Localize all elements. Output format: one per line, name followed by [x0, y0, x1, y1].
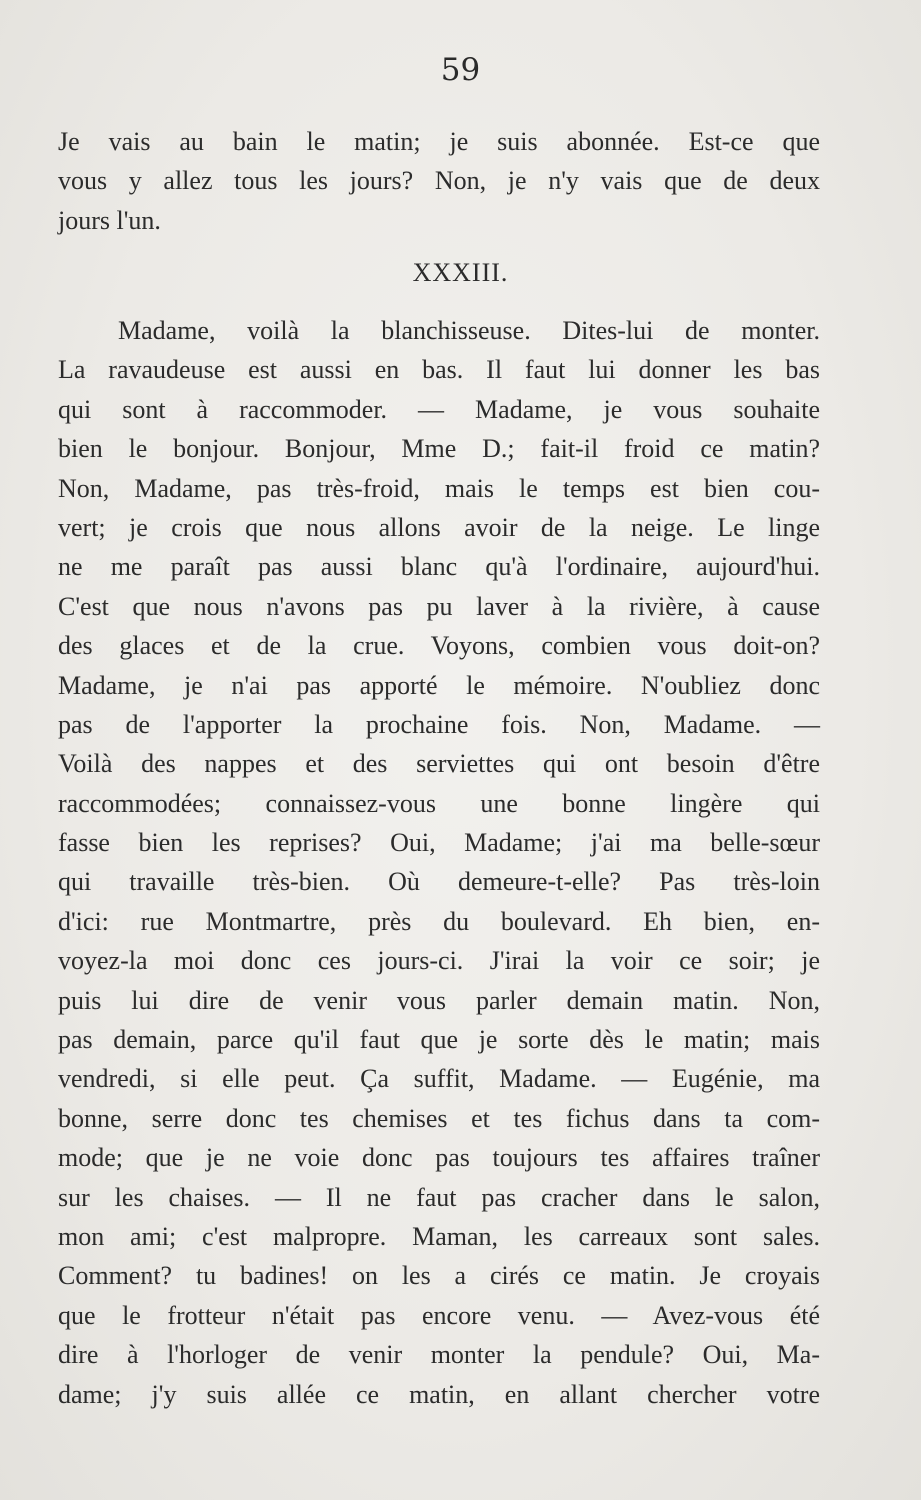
text-line: d'ici: rue Montmartre, près du boulevard. Eh bien, en- [58, 906, 820, 936]
text-line: qui sont à raccommoder. — Madame, je vous souhaite [58, 394, 820, 424]
text-line: dire à l'horloger de venir monter la pendule? Oui, Ma- [58, 1340, 820, 1370]
text-line: des glaces et de la crue. Voyons, combien vous doit-on? [58, 631, 820, 661]
text-line: fasse bien les reprises? Oui, Madame; j'ai ma belle-sœur [58, 828, 820, 858]
text-line: Non, Madame, pas très-froid, mais le temps est bien cou- [58, 473, 820, 503]
text-line: Comment? tu badines! on les a cirés ce matin. Je croyais [58, 1261, 820, 1291]
text-line: La ravaudeuse est aussi en bas. Il faut lui donner les bas [58, 355, 820, 385]
text-line: vert; je crois que nous allons avoir de la neige. Le linge [58, 512, 820, 542]
text-line: que le frotteur n'était pas encore venu. — Avez-vous été [58, 1300, 820, 1330]
text-line: dame; j'y suis allée ce matin, en allant chercher votre [58, 1379, 820, 1409]
text-line: ne me paraît pas aussi blanc qu'à l'ordinaire, aujourd'hui. [58, 552, 820, 582]
text-line: mon ami; c'est malpropre. Maman, les carreaux sont sales. [58, 1221, 820, 1251]
text-line: raccommodées; connaissez-vous une bonne lingère qui [58, 788, 820, 818]
section-title: XXXIII. [412, 258, 509, 287]
text-line: voyez-la moi donc ces jours-ci. J'irai la voir ce soir; je [58, 946, 820, 976]
text-line: vendredi, si elle peut. Ça suffit, Madame. — Eugénie, ma [58, 1064, 820, 1094]
text-line: qui travaille très-bien. Où demeure-t-elle? Pas très-loin [58, 867, 820, 897]
text-line: jours l'un. [58, 205, 161, 235]
text-line: bien le bonjour. Bonjour, Mme D.; fait-il froid ce matin? [58, 434, 820, 464]
text-line: vous y allez tous les jours? Non, je n'y vais que de deux [58, 166, 820, 196]
text-line: Madame, je n'ai pas apporté le mémoire. N'oubliez donc [58, 670, 820, 700]
text-line: Voilà des nappes et des serviettes qui ont besoin d'être [58, 749, 820, 779]
text-line: sur les chaises. — Il ne faut pas cracher dans le salon, [58, 1182, 820, 1212]
text-line: C'est que nous n'avons pas pu laver à la rivière, à cause [58, 591, 820, 621]
text-line: puis lui dire de venir vous parler demain matin. Non, [58, 985, 820, 1015]
body-paragraph [58, 311, 820, 1414]
text-line: Je vais au bain le matin; je suis abonnée. Est-ce que [58, 127, 820, 156]
text-line: pas de l'apporter la prochaine fois. Non, Madame. — [58, 709, 820, 739]
text-line: mode; que je ne voie donc pas toujours tes affaires traîner [58, 1143, 820, 1173]
text-line: bonne, serre donc tes chemises et tes fichus dans ta com- [58, 1103, 820, 1133]
intro-paragraph [58, 122, 820, 240]
page-number: 59 [440, 52, 481, 88]
text-line: Madame, voilà la blanchisseuse. Dites-lui de monter. [118, 316, 820, 345]
text-line: pas demain, parce qu'il faut que je sorte dès le matin; mais [58, 1025, 820, 1055]
